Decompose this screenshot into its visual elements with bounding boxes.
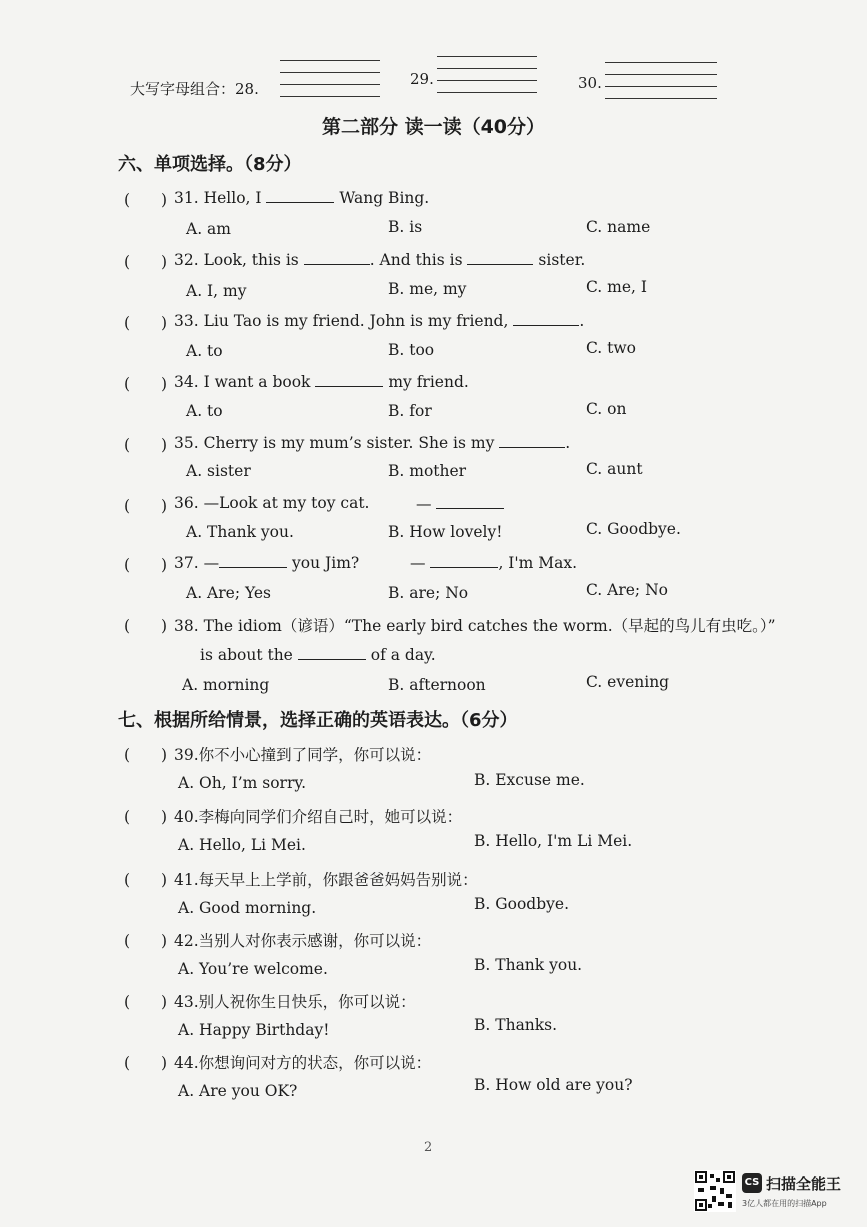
question-stem: 31. Hello, I Wang Bing. bbox=[174, 189, 430, 207]
option-c: C. me, I bbox=[586, 278, 648, 296]
label-29: 29. bbox=[410, 70, 434, 88]
option-a: A. Hello, Li Mei. bbox=[178, 836, 306, 854]
option-b: B. Thank you. bbox=[474, 956, 583, 974]
question-41 bbox=[124, 868, 824, 890]
option-a: A. Thank you. bbox=[186, 523, 294, 541]
response-stem: — , I'm Max. bbox=[410, 554, 578, 572]
capital-letter-label: 大写字母组合：28. bbox=[130, 80, 259, 98]
question-36 bbox=[124, 494, 824, 516]
question-37 bbox=[124, 553, 824, 575]
capital-letter-row bbox=[0, 52, 867, 112]
option-a: A. You’re welcome. bbox=[178, 960, 328, 978]
option-c: C. Goodbye. bbox=[586, 520, 681, 538]
option-a: A. Oh, I’m sorry. bbox=[178, 774, 306, 792]
answer-blank[interactable] bbox=[436, 494, 504, 509]
answer-blank[interactable] bbox=[513, 311, 579, 326]
question-42 bbox=[124, 929, 824, 951]
option-b: B. is bbox=[388, 218, 423, 236]
answer-blank[interactable] bbox=[298, 645, 366, 660]
answer-blank[interactable] bbox=[467, 250, 533, 265]
option-c: C. on bbox=[586, 400, 627, 418]
option-b: B. afternoon bbox=[388, 676, 486, 694]
option-b: B. Thanks. bbox=[474, 1016, 558, 1034]
label-30: 30. bbox=[578, 74, 602, 92]
question-stem: 44.你想询问对方的状态，你可以说： bbox=[174, 1054, 432, 1072]
answer-blank[interactable] bbox=[315, 372, 383, 387]
answer-paren[interactable]: ( ) bbox=[124, 375, 168, 393]
option-c: C. evening bbox=[586, 673, 670, 691]
question-stem: 35. Cherry is my mum’s sister. She is my . bbox=[174, 434, 571, 452]
option-b: B. mother bbox=[388, 462, 467, 480]
question-31 bbox=[124, 188, 824, 210]
question-40 bbox=[124, 805, 824, 827]
option-a: A. Happy Birthday! bbox=[178, 1021, 330, 1039]
part-title: 第二部分 读一读（40分） bbox=[321, 116, 546, 138]
option-a: A. am bbox=[186, 220, 231, 238]
answer-blank[interactable] bbox=[499, 433, 565, 448]
answer-paren[interactable]: ( ) bbox=[124, 617, 168, 635]
answer-paren[interactable]: ( ) bbox=[124, 191, 168, 209]
option-c: C. aunt bbox=[586, 460, 643, 478]
writing-lines-30 bbox=[605, 62, 717, 110]
writing-lines-29 bbox=[437, 56, 537, 104]
option-a: A. to bbox=[186, 342, 223, 360]
answer-paren[interactable]: ( ) bbox=[124, 314, 168, 332]
question-stem: 38. The idiom（谚语）“The early bird catches the worm.（早起的鸟儿有虫吃。）” bbox=[174, 617, 776, 635]
option-b: B. Excuse me. bbox=[474, 771, 585, 789]
option-c: C. name bbox=[586, 218, 651, 236]
answer-paren[interactable]: ( ) bbox=[124, 497, 168, 515]
option-a: A. Are; Yes bbox=[186, 584, 271, 602]
option-b: B. are; No bbox=[388, 584, 469, 602]
question-stem: 41.每天早上上学前，你跟爸爸妈妈告别说： bbox=[174, 871, 478, 889]
question-stem: 39.你不小心撞到了同学，你可以说： bbox=[174, 746, 432, 764]
option-c: C. Are; No bbox=[586, 581, 668, 599]
question-33 bbox=[124, 311, 824, 333]
question-32 bbox=[124, 250, 824, 272]
question-38 bbox=[124, 614, 824, 636]
question-stem: 32. Look, this is . And this is sister. bbox=[174, 251, 586, 269]
scanner-watermark bbox=[694, 1170, 864, 1216]
question-43 bbox=[124, 990, 824, 1012]
answer-paren[interactable]: ( ) bbox=[124, 1054, 168, 1072]
option-b: B. How old are you? bbox=[474, 1076, 633, 1094]
camscanner-logo: CS bbox=[742, 1173, 762, 1193]
question-stem: 33. Liu Tao is my friend. John is my friend, . bbox=[174, 312, 585, 330]
answer-paren[interactable]: ( ) bbox=[124, 932, 168, 950]
option-b: B. How lovely! bbox=[388, 523, 503, 541]
answer-paren[interactable]: ( ) bbox=[124, 746, 168, 764]
answer-paren[interactable]: ( ) bbox=[124, 808, 168, 826]
option-a: A. Good morning. bbox=[178, 899, 317, 917]
camscanner-name: 扫描全能王 bbox=[766, 1175, 842, 1193]
question-44 bbox=[124, 1051, 824, 1073]
question-stem: 36. —Look at my toy cat. bbox=[174, 494, 370, 512]
option-b: B. me, my bbox=[388, 280, 467, 298]
question-35 bbox=[124, 433, 824, 455]
option-c: C. two bbox=[586, 339, 636, 357]
option-a: A. I, my bbox=[186, 282, 247, 300]
answer-paren[interactable]: ( ) bbox=[124, 993, 168, 1011]
section7-title: 七、根据所给情景，选择正确的英语表达。（6分） bbox=[118, 710, 518, 731]
response-stem: — bbox=[416, 494, 504, 513]
answer-paren[interactable]: ( ) bbox=[124, 871, 168, 889]
answer-blank[interactable] bbox=[304, 250, 370, 265]
answer-paren[interactable]: ( ) bbox=[124, 436, 168, 454]
answer-paren[interactable]: ( ) bbox=[124, 556, 168, 574]
section6-title: 六、单项选择。（8分） bbox=[118, 154, 302, 175]
question-stem: 42.当别人对你表示感谢，你可以说： bbox=[174, 932, 432, 950]
answer-blank[interactable] bbox=[430, 553, 498, 568]
option-b: B. Hello, I'm Li Mei. bbox=[474, 832, 633, 850]
option-a: A. to bbox=[186, 402, 223, 420]
question-38-line2: is about the of a day. bbox=[200, 646, 436, 664]
question-39 bbox=[124, 743, 824, 765]
question-stem: 37. — you Jim? bbox=[174, 554, 360, 572]
answer-blank[interactable] bbox=[219, 553, 287, 568]
question-stem: 34. I want a book my friend. bbox=[174, 373, 469, 391]
writing-lines-28 bbox=[280, 60, 380, 108]
option-a: A. Are you OK? bbox=[178, 1082, 298, 1100]
option-a: A. morning bbox=[182, 676, 270, 694]
option-b: B. for bbox=[388, 402, 432, 420]
option-b: B. too bbox=[388, 341, 435, 359]
question-34 bbox=[124, 372, 824, 394]
camscanner-tagline: 3亿人都在用的扫描App bbox=[742, 1199, 827, 1208]
qr-code-icon bbox=[694, 1170, 736, 1212]
question-stem: 43.别人祝你生日快乐，你可以说： bbox=[174, 993, 416, 1011]
option-a: A. sister bbox=[186, 462, 251, 480]
answer-blank[interactable] bbox=[266, 188, 334, 203]
question-stem: 40.李梅向同学们介绍自己时，她可以说： bbox=[174, 808, 463, 826]
answer-paren[interactable]: ( ) bbox=[124, 253, 168, 271]
option-b: B. Goodbye. bbox=[474, 895, 569, 913]
page-number: 2 bbox=[424, 1140, 433, 1155]
